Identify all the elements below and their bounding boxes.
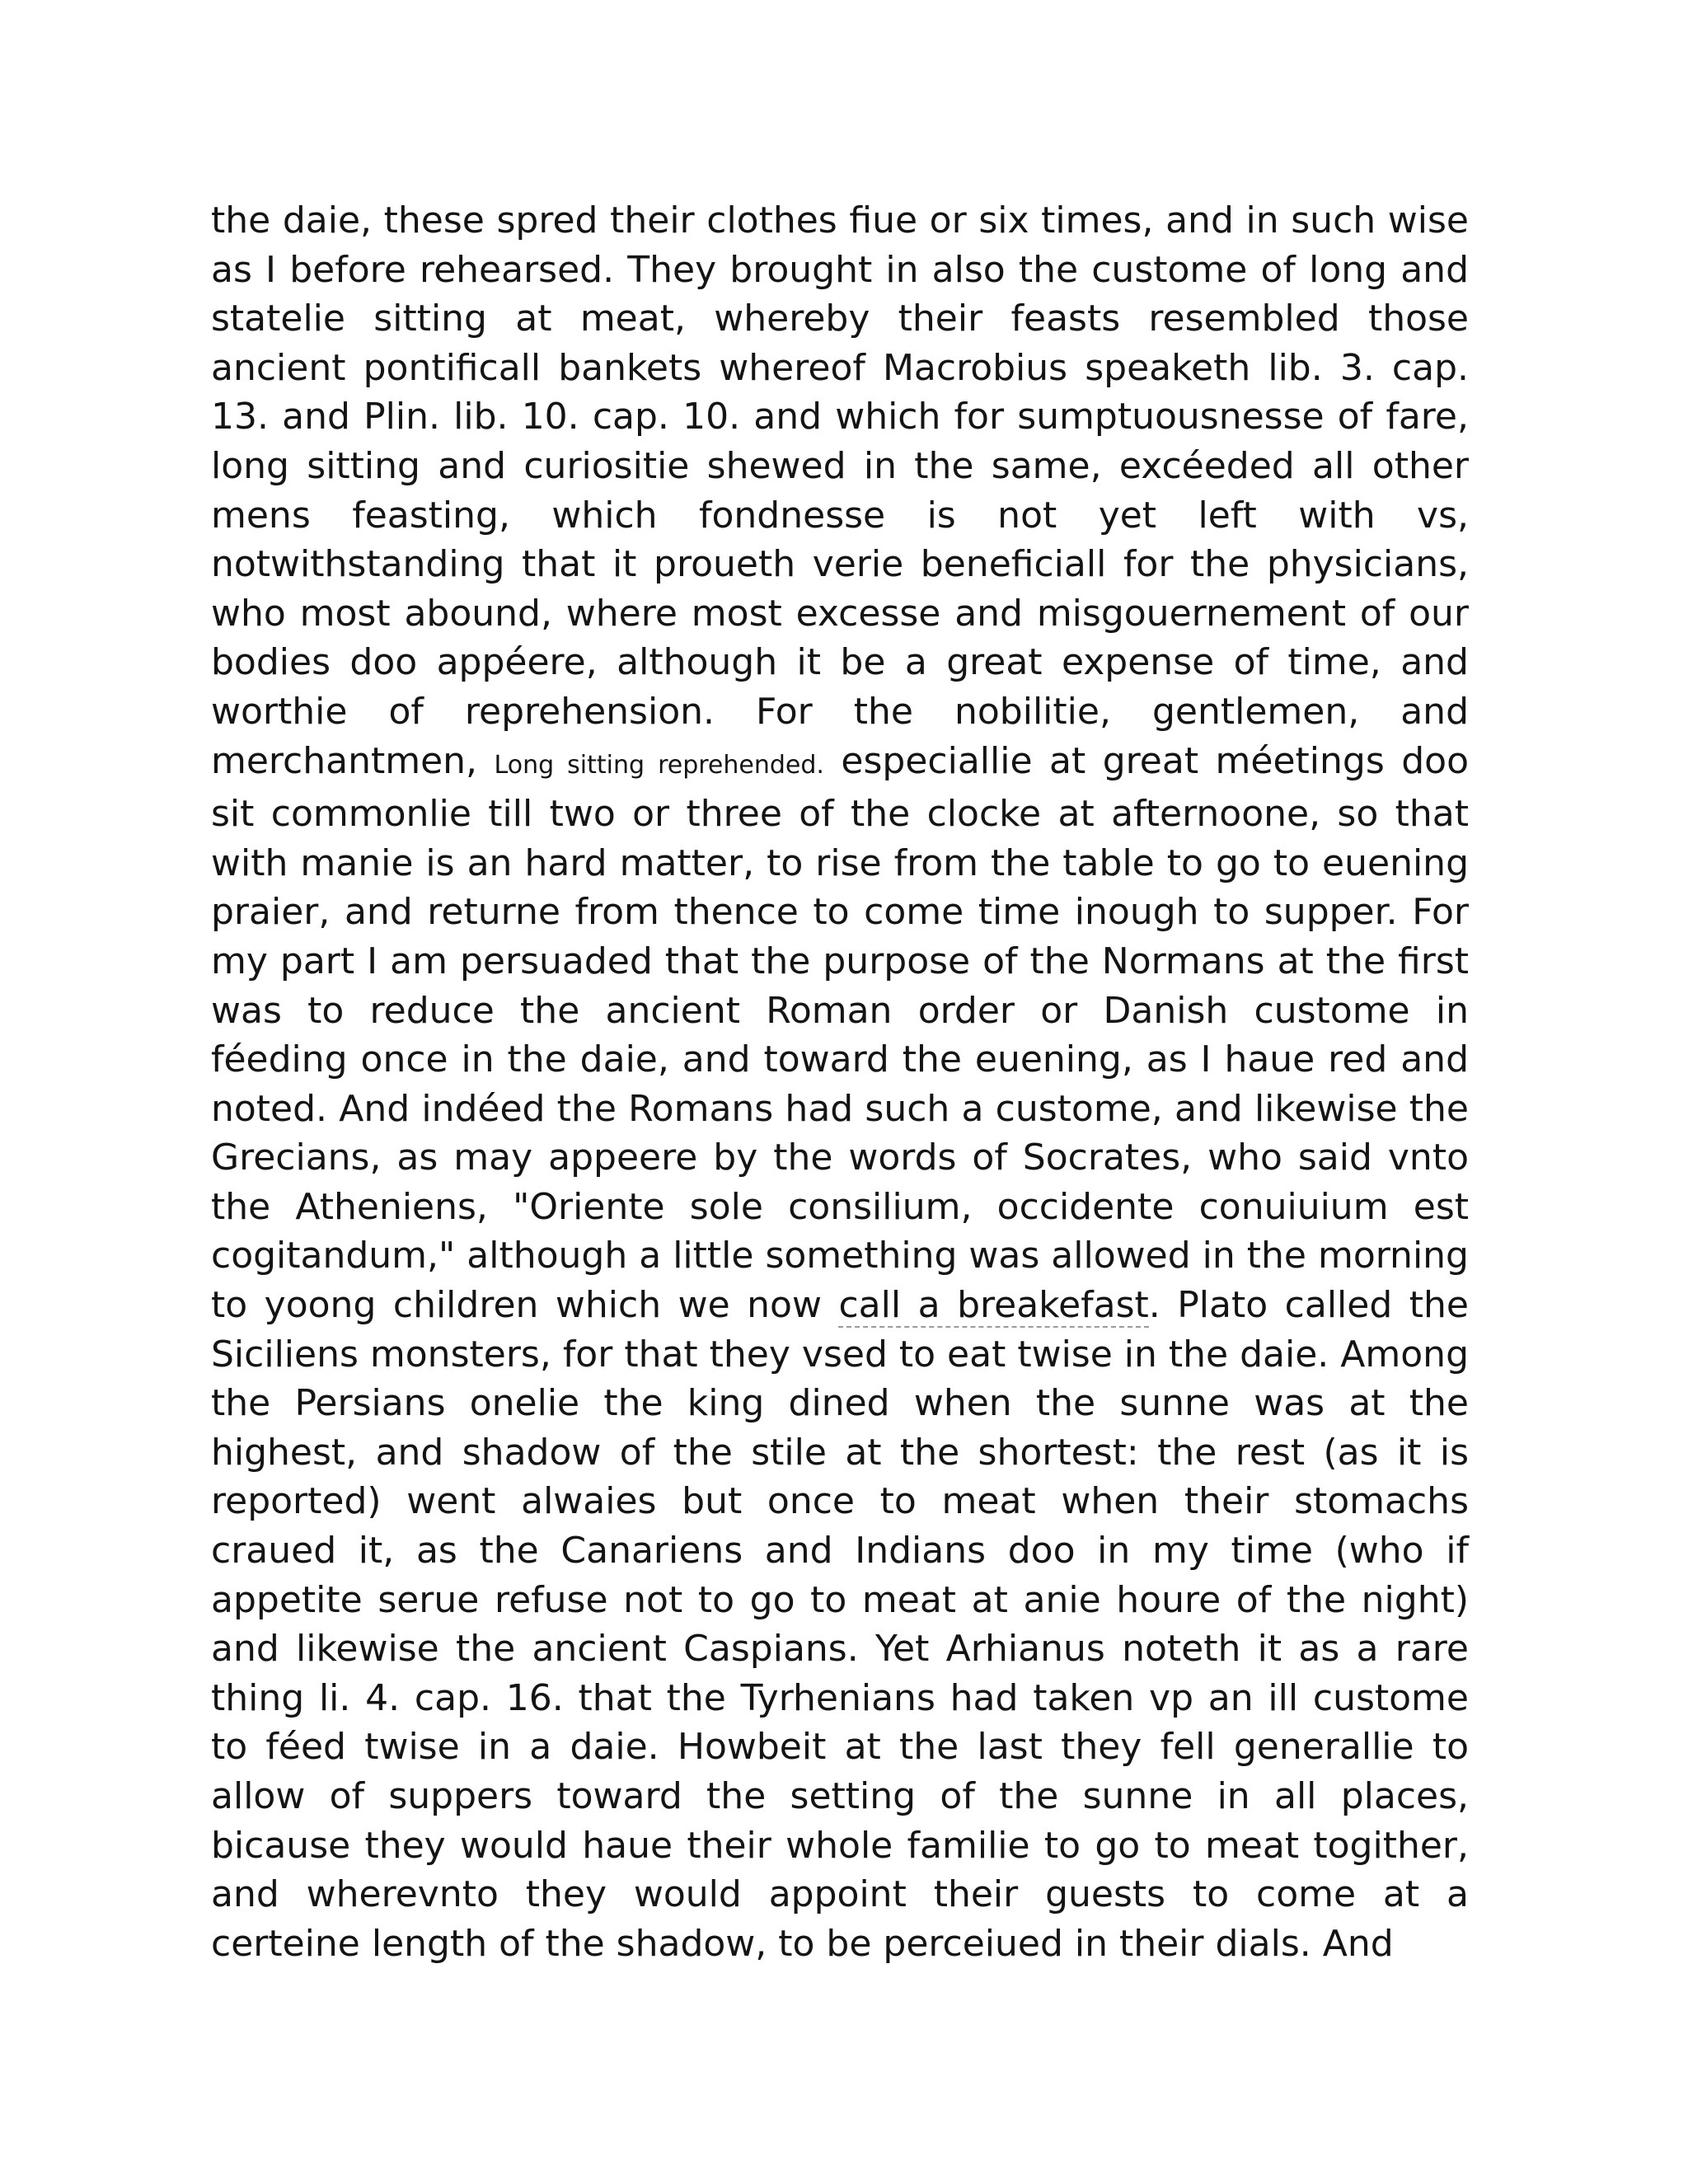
- paragraph: [211, 196, 1469, 1968]
- text-segment-3: . Plato called the Siciliens monsters, for that they vsed to eat twise in the daie. Among the Persians onelie the king dined when the sunne was at the highest, and shadow of the stile at the shortest: the rest (as it is reported) went alwaies but once to meat when their stomachs craued it, as the Canariens and Indians doo in my time (who if appetite serue refuse not to go to meat at anie houre of the night) and likewise the ancient Caspians. Yet Arhianus noteth it as a rare thing li. 4. cap. 16. that the Tyrhenians had taken vp an ill custome to féed twise in a daie. Howbeit at the last they fell generallie to allow of suppers toward the setting of the sunne in all places, bicause they would haue their whole familie to go to meat togither, and wherevnto they would appoint their guests to come at a certeine length of the shadow, to be perceiued in their dials. And: [211, 1284, 1469, 1965]
- body-text: [211, 196, 1469, 1968]
- margin-note: Long sitting reprehended.: [494, 750, 824, 780]
- text-segment-1: the daie, these spred their clothes fiue or six times, and in such wise as I before rehearsed. They brought in also the custome of long and statelie sitting at meat, whereby their feasts resembled those ancient pontificall bankets whereof Macrobius speaketh lib. 3. cap. 13. and Plin. lib. 10. cap. 10. and which for sumptuousnesse of fare, long sitting and curiositie shewed in the same, excéeded all other mens feasting, which fondnesse is not yet left with vs, notwithstanding that it proueth verie beneficiall for the physicians, who most abound, where most excesse and misgouernement of our bodies doo appéere, although it be a great expense of time, and worthie of reprehension. For the nobilitie, gentlemen, and merchantmen,: [211, 199, 1469, 782]
- text-segment-2: especiallie at great méetings doo sit commonlie till two or three of the clocke at afternoone, so that with manie is an hard matter, to rise from the table to go to euening praier, and returne from thence to come time inough to supper. For my part I am persuaded that the purpose of the Normans at the first was to reduce the ancient Roman order or Danish custome in féeding once in the daie, and toward the euening, as I haue red and noted. And indéed the Romans had such a custome, and likewise the Grecians, as may appeere by the words of Socrates, who said vnto the Atheniens, "Oriente sole consilium, occidente conuiuium est cogitandum," although a little something was allowed in the morning to yoong children which we now: [211, 739, 1470, 1327]
- underlined-phrase: call a breakefast: [838, 1284, 1149, 1327]
